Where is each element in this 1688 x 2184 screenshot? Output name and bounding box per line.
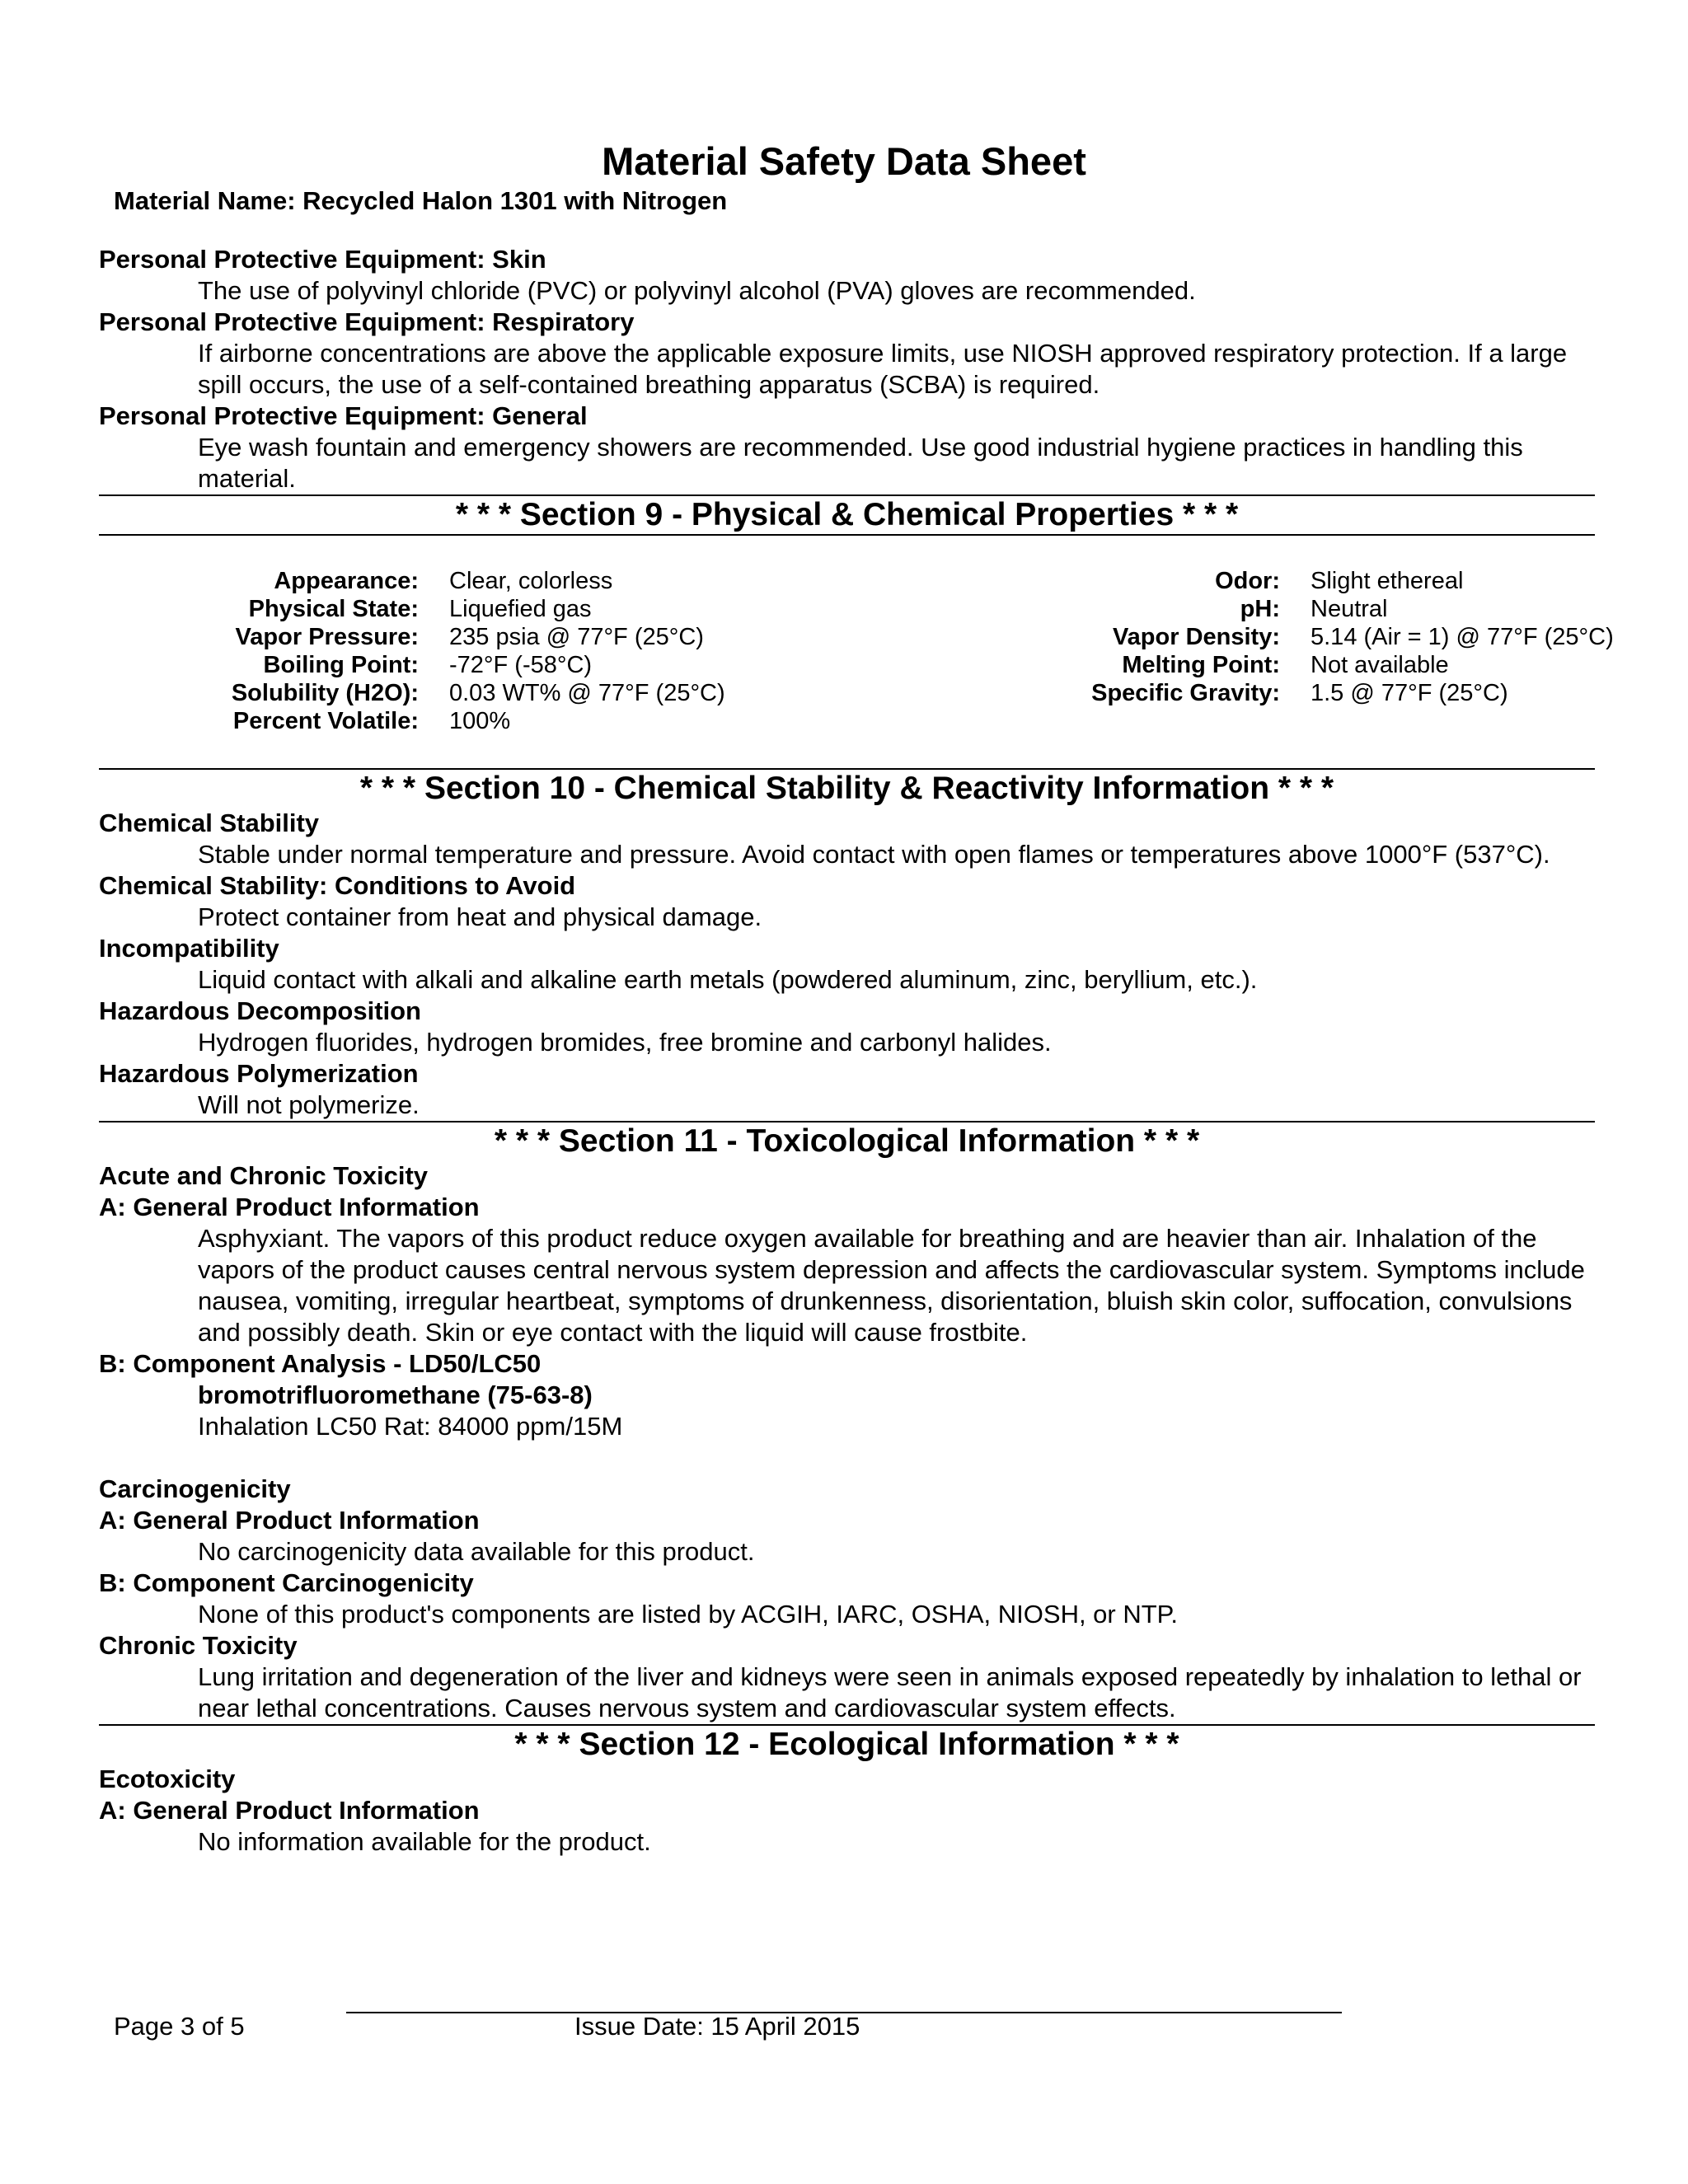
ppe-general-text: Eye wash fountain and emergency showers are recommended. Use good industrial hygiene practices in handling this material.	[198, 433, 1523, 493]
hazardous-decomposition-heading: Hazardous Decomposition	[99, 996, 421, 1025]
eco-general-heading: A: General Product Information	[99, 1796, 480, 1825]
spacer	[99, 1442, 1595, 1474]
incompatibility-heading: Incompatibility	[99, 934, 279, 963]
ppe-respiratory-text: If airborne concentrations are above the applicable exposure limits, use NIOSH approved respiratory protection. If a large spill occurs, the use of a self-contained breathing apparatus (SCBA) is required.	[198, 339, 1568, 399]
property-value	[1311, 707, 1665, 735]
section-11-header: * * * Section 11 - Toxicological Information * * *	[99, 1121, 1595, 1160]
general-product-info-heading: A: General Product Information	[99, 1193, 480, 1221]
component-value: Inhalation LC50 Rat: 84000 ppm/15M	[198, 1412, 623, 1441]
property-value: Neutral	[1311, 596, 1388, 622]
property-label: Odor:	[1215, 568, 1280, 594]
property-label: pH:	[1240, 596, 1280, 622]
page-number: Page 3 of 5	[114, 2012, 245, 2041]
conditions-to-avoid-heading: Chemical Stability: Conditions to Avoid	[99, 871, 576, 900]
material-name: Material Name: Recycled Halon 1301 with Nitrogen	[114, 186, 728, 215]
carc-component-heading: B: Component Carcinogenicity	[99, 1568, 474, 1597]
incompatibility-text: Liquid contact with alkali and alkaline earth metals (powdered aluminum, zinc, beryllium, etc.).	[198, 965, 1258, 994]
property-value: Slight ethereal	[1311, 568, 1464, 594]
physical-properties-table	[99, 567, 1614, 735]
chronic-toxicity-heading: Chronic Toxicity	[99, 1631, 298, 1660]
property-label: Vapor Pressure:	[235, 624, 419, 650]
document-title: Material Safety Data Sheet	[602, 139, 1086, 183]
property-value: 235 psia @ 77°F (25°C)	[449, 624, 704, 650]
property-label	[898, 707, 1311, 735]
component-name: bromotrifluoromethane (75-63-8)	[198, 1380, 593, 1409]
conditions-to-avoid-text: Protect container from heat and physical damage.	[198, 902, 762, 931]
property-value: Liquefied gas	[449, 596, 592, 622]
chronic-toxicity-text: Lung irritation and degeneration of the liver and kidneys were seen in animals exposed repeatedly by inhalation to lethal or near lethal concentrations. Causes nervous system and cardiovascular system effects.	[198, 1662, 1582, 1722]
property-label: Vapor Density:	[1112, 624, 1280, 650]
property-value: 1.5 @ 77°F (25°C)	[1311, 680, 1508, 706]
acute-chronic-toxicity-heading: Acute and Chronic Toxicity	[99, 1161, 429, 1190]
property-value: Not available	[1311, 652, 1449, 678]
hazardous-polymerization-heading: Hazardous Polymerization	[99, 1059, 419, 1088]
property-label: Specific Gravity:	[1091, 680, 1280, 706]
document-content	[99, 244, 1614, 1858]
ppe-general-heading: Personal Protective Equipment: General	[99, 401, 588, 430]
chemical-stability-text: Stable under normal temperature and pressure. Avoid contact with open flames or temperatures above 1000°F (537°C).	[198, 840, 1550, 869]
ecotoxicity-heading: Ecotoxicity	[99, 1765, 236, 1793]
property-label: Melting Point:	[1122, 652, 1280, 678]
property-value: 0.03 WT% @ 77°F (25°C)	[449, 680, 725, 706]
chemical-stability-heading: Chemical Stability	[99, 808, 320, 837]
property-value: 5.14 (Air = 1) @ 77°F (25°C)	[1311, 624, 1614, 650]
carc-general-text: No carcinogenicity data available for this product.	[198, 1537, 755, 1566]
section-9-header: * * * Section 9 - Physical & Chemical Properties * * *	[99, 494, 1595, 536]
hazardous-decomposition-text: Hydrogen fluorides, hydrogen bromides, free bromine and carbonyl halides.	[198, 1028, 1052, 1057]
eco-general-text: No information available for the product.	[198, 1827, 651, 1856]
section-10-header: * * * Section 10 - Chemical Stability & Reactivity Information * * *	[99, 768, 1595, 808]
ppe-skin-heading: Personal Protective Equipment: Skin	[99, 245, 546, 274]
property-label: Physical State:	[248, 596, 419, 622]
component-analysis-heading: B: Component Analysis - LD50/LC50	[99, 1349, 542, 1378]
property-label: Solubility (H2O):	[231, 680, 419, 706]
ppe-skin-text: The use of polyvinyl chloride (PVC) or polyvinyl alcohol (PVA) gloves are recommended.	[198, 276, 1196, 305]
issue-date: Issue Date: 15 April 2015	[574, 2012, 860, 2041]
carc-general-heading: A: General Product Information	[99, 1506, 480, 1535]
hazardous-polymerization-text: Will not polymerize.	[198, 1090, 420, 1119]
carcinogenicity-heading: Carcinogenicity	[99, 1474, 291, 1503]
property-value: -72°F (-58°C)	[449, 652, 593, 678]
ppe-respiratory-heading: Personal Protective Equipment: Respiratory	[99, 307, 635, 336]
carc-component-text: None of this product's components are listed by ACGIH, IARC, OSHA, NIOSH, or NTP.	[198, 1600, 1178, 1629]
section-12-header: * * * Section 12 - Ecological Information * * *	[99, 1724, 1595, 1764]
property-value: 100%	[449, 708, 511, 734]
property-label: Boiling Point:	[263, 652, 419, 678]
general-product-info-text: Asphyxiant. The vapors of this product reduce oxygen available for breathing and are heavier than air. Inhalation of the vapors of the product causes central nervous system depression and affects the cardiovascular system. Symptoms include nausea, vomiting, irregular heartbeat, symptoms of drunkenness, disorientation, bluish skin color, suffocation, convulsions and possibly death. Skin or eye contact with the liquid will cause frostbite.	[198, 1224, 1585, 1347]
property-label: Percent Volatile:	[232, 708, 419, 734]
property-value: Clear, colorless	[449, 568, 613, 594]
property-label: Appearance:	[274, 568, 419, 594]
